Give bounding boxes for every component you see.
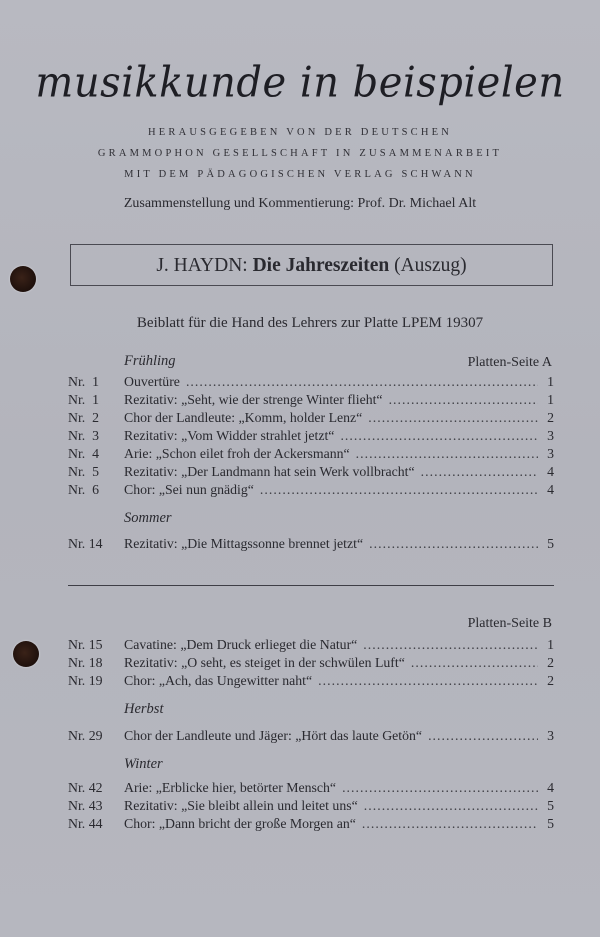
side-divider xyxy=(68,585,554,586)
leader-dots xyxy=(363,636,538,654)
punch-hole xyxy=(13,641,39,667)
track-number: Nr. 18 xyxy=(68,655,103,670)
track-row xyxy=(68,391,554,409)
leader-dots xyxy=(411,654,538,672)
section-heading-sommer: Sommer xyxy=(124,510,172,526)
publisher-line: HERAUSGEGEBEN VON DER DEUTSCHEN xyxy=(147,127,453,138)
track-page: 2 xyxy=(547,410,554,425)
track-title: Rezitativ: „Der Landmann hat sein Werk vollbracht“ xyxy=(124,464,415,479)
leader-dots xyxy=(369,535,538,553)
side-a-label: Platten-Seite A xyxy=(467,355,552,370)
leader-dots xyxy=(421,463,538,481)
leader-dots xyxy=(340,427,538,445)
leader-dots xyxy=(186,373,538,391)
track-number: Nr. 19 xyxy=(68,673,103,688)
leader-dots xyxy=(356,445,538,463)
work-title-box xyxy=(70,244,553,286)
leader-dots xyxy=(260,481,538,499)
leader-dots xyxy=(368,409,538,427)
track-row xyxy=(68,427,554,445)
track-page: 5 xyxy=(547,816,554,831)
track-row xyxy=(68,373,554,391)
track-number: Nr. 1 xyxy=(68,392,100,407)
work-note: (Auszug) xyxy=(394,255,467,276)
track-page: 5 xyxy=(547,536,554,551)
track-page: 3 xyxy=(547,428,554,443)
publisher-line: MIT DEM PÄDAGOGISCHEN VERLAG SCHWANN xyxy=(124,169,476,180)
track-title: Chor: „Sei nun gnädig“ xyxy=(124,482,254,497)
track-number: Nr. 43 xyxy=(68,798,103,813)
credits: Zusammenstellung und Kommentierung: Prof. Dr. Michael Alt xyxy=(123,196,477,211)
track-row xyxy=(68,672,554,690)
track-number: Nr. 1 xyxy=(68,374,100,389)
leader-dots xyxy=(428,727,538,745)
track-number: Nr. 42 xyxy=(68,780,103,795)
track-number: Nr. 2 xyxy=(68,410,100,425)
leader-dots xyxy=(342,779,538,797)
track-row xyxy=(68,779,554,797)
track-number: Nr. 14 xyxy=(68,536,103,551)
punch-hole xyxy=(10,266,36,292)
track-number: Nr. 15 xyxy=(68,637,103,652)
track-number: Nr. 5 xyxy=(68,464,100,479)
work-title: Die Jahreszeiten xyxy=(252,255,390,276)
track-row xyxy=(68,463,554,481)
subtitle: Beiblatt für die Hand des Lehrers zur Platte LPEM 19307 xyxy=(136,315,484,331)
track-title: Chor der Landleute und Jäger: „Hört das laute Getön“ xyxy=(124,728,423,743)
track-page: 1 xyxy=(547,374,554,389)
section-heading-herbst: Herbst xyxy=(124,701,164,717)
track-title: Rezitativ: „Vom Widder strahlet jetzt“ xyxy=(124,428,335,443)
composer: J. HAYDN: xyxy=(156,255,248,276)
leader-dots xyxy=(389,391,538,409)
section-heading-fruehling: Frühling xyxy=(124,353,176,369)
track-row xyxy=(68,727,554,745)
track-page: 3 xyxy=(547,446,554,461)
track-row xyxy=(68,654,554,672)
track-number: Nr. 3 xyxy=(68,428,100,443)
track-title: Arie: „Schon eilet froh der Ackersmann“ xyxy=(124,446,350,461)
track-row xyxy=(68,636,554,654)
track-page: 4 xyxy=(547,780,554,795)
track-row xyxy=(68,535,554,553)
track-number: Nr. 44 xyxy=(68,816,103,831)
track-title: Chor: „Dann bricht der große Morgen an“ xyxy=(124,816,356,831)
track-title: Chor: „Ach, das Ungewitter naht“ xyxy=(124,673,313,688)
track-title: Rezitativ: „Sie bleibt allein und leitet uns“ xyxy=(124,798,358,813)
track-page: 3 xyxy=(547,728,554,743)
track-title: Rezitativ: „Seht, wie der strenge Winter flieht“ xyxy=(124,392,383,407)
track-page: 4 xyxy=(547,464,554,479)
section-heading-winter: Winter xyxy=(124,756,163,772)
track-row xyxy=(68,797,554,815)
track-number: Nr. 6 xyxy=(68,482,100,497)
track-page: 2 xyxy=(547,655,554,670)
leader-dots xyxy=(364,797,538,815)
track-page: 5 xyxy=(547,798,554,813)
track-title: Rezitativ: „Die Mittagssonne brennet jetzt“ xyxy=(124,536,364,551)
publisher-line: GRAMMOPHON GESELLSCHAFT IN ZUSAMMENARBEIT xyxy=(97,148,503,159)
track-number: Nr. 29 xyxy=(68,728,103,743)
track-page: 1 xyxy=(547,637,554,652)
series-title: musikkunde in beispielen xyxy=(35,58,565,108)
track-row xyxy=(68,815,554,833)
track-page: 1 xyxy=(547,392,554,407)
track-row xyxy=(68,445,554,463)
leader-dots xyxy=(362,815,538,833)
side-b-label: Platten-Seite B xyxy=(467,616,552,631)
track-row xyxy=(68,481,554,499)
track-title: Chor der Landleute: „Komm, holder Lenz“ xyxy=(124,410,363,425)
track-title: Ouvertüre xyxy=(124,374,180,389)
track-row xyxy=(68,409,554,427)
track-title: Arie: „Erblicke hier, betörter Mensch“ xyxy=(124,780,337,795)
track-title: Cavatine: „Dem Druck erlieget die Natur“ xyxy=(124,637,358,652)
leader-dots xyxy=(318,672,538,690)
track-title: Rezitativ: „O seht, es steiget in der schwülen Luft“ xyxy=(124,655,405,670)
track-page: 4 xyxy=(547,482,554,497)
track-page: 2 xyxy=(547,673,554,688)
track-number: Nr. 4 xyxy=(68,446,100,461)
